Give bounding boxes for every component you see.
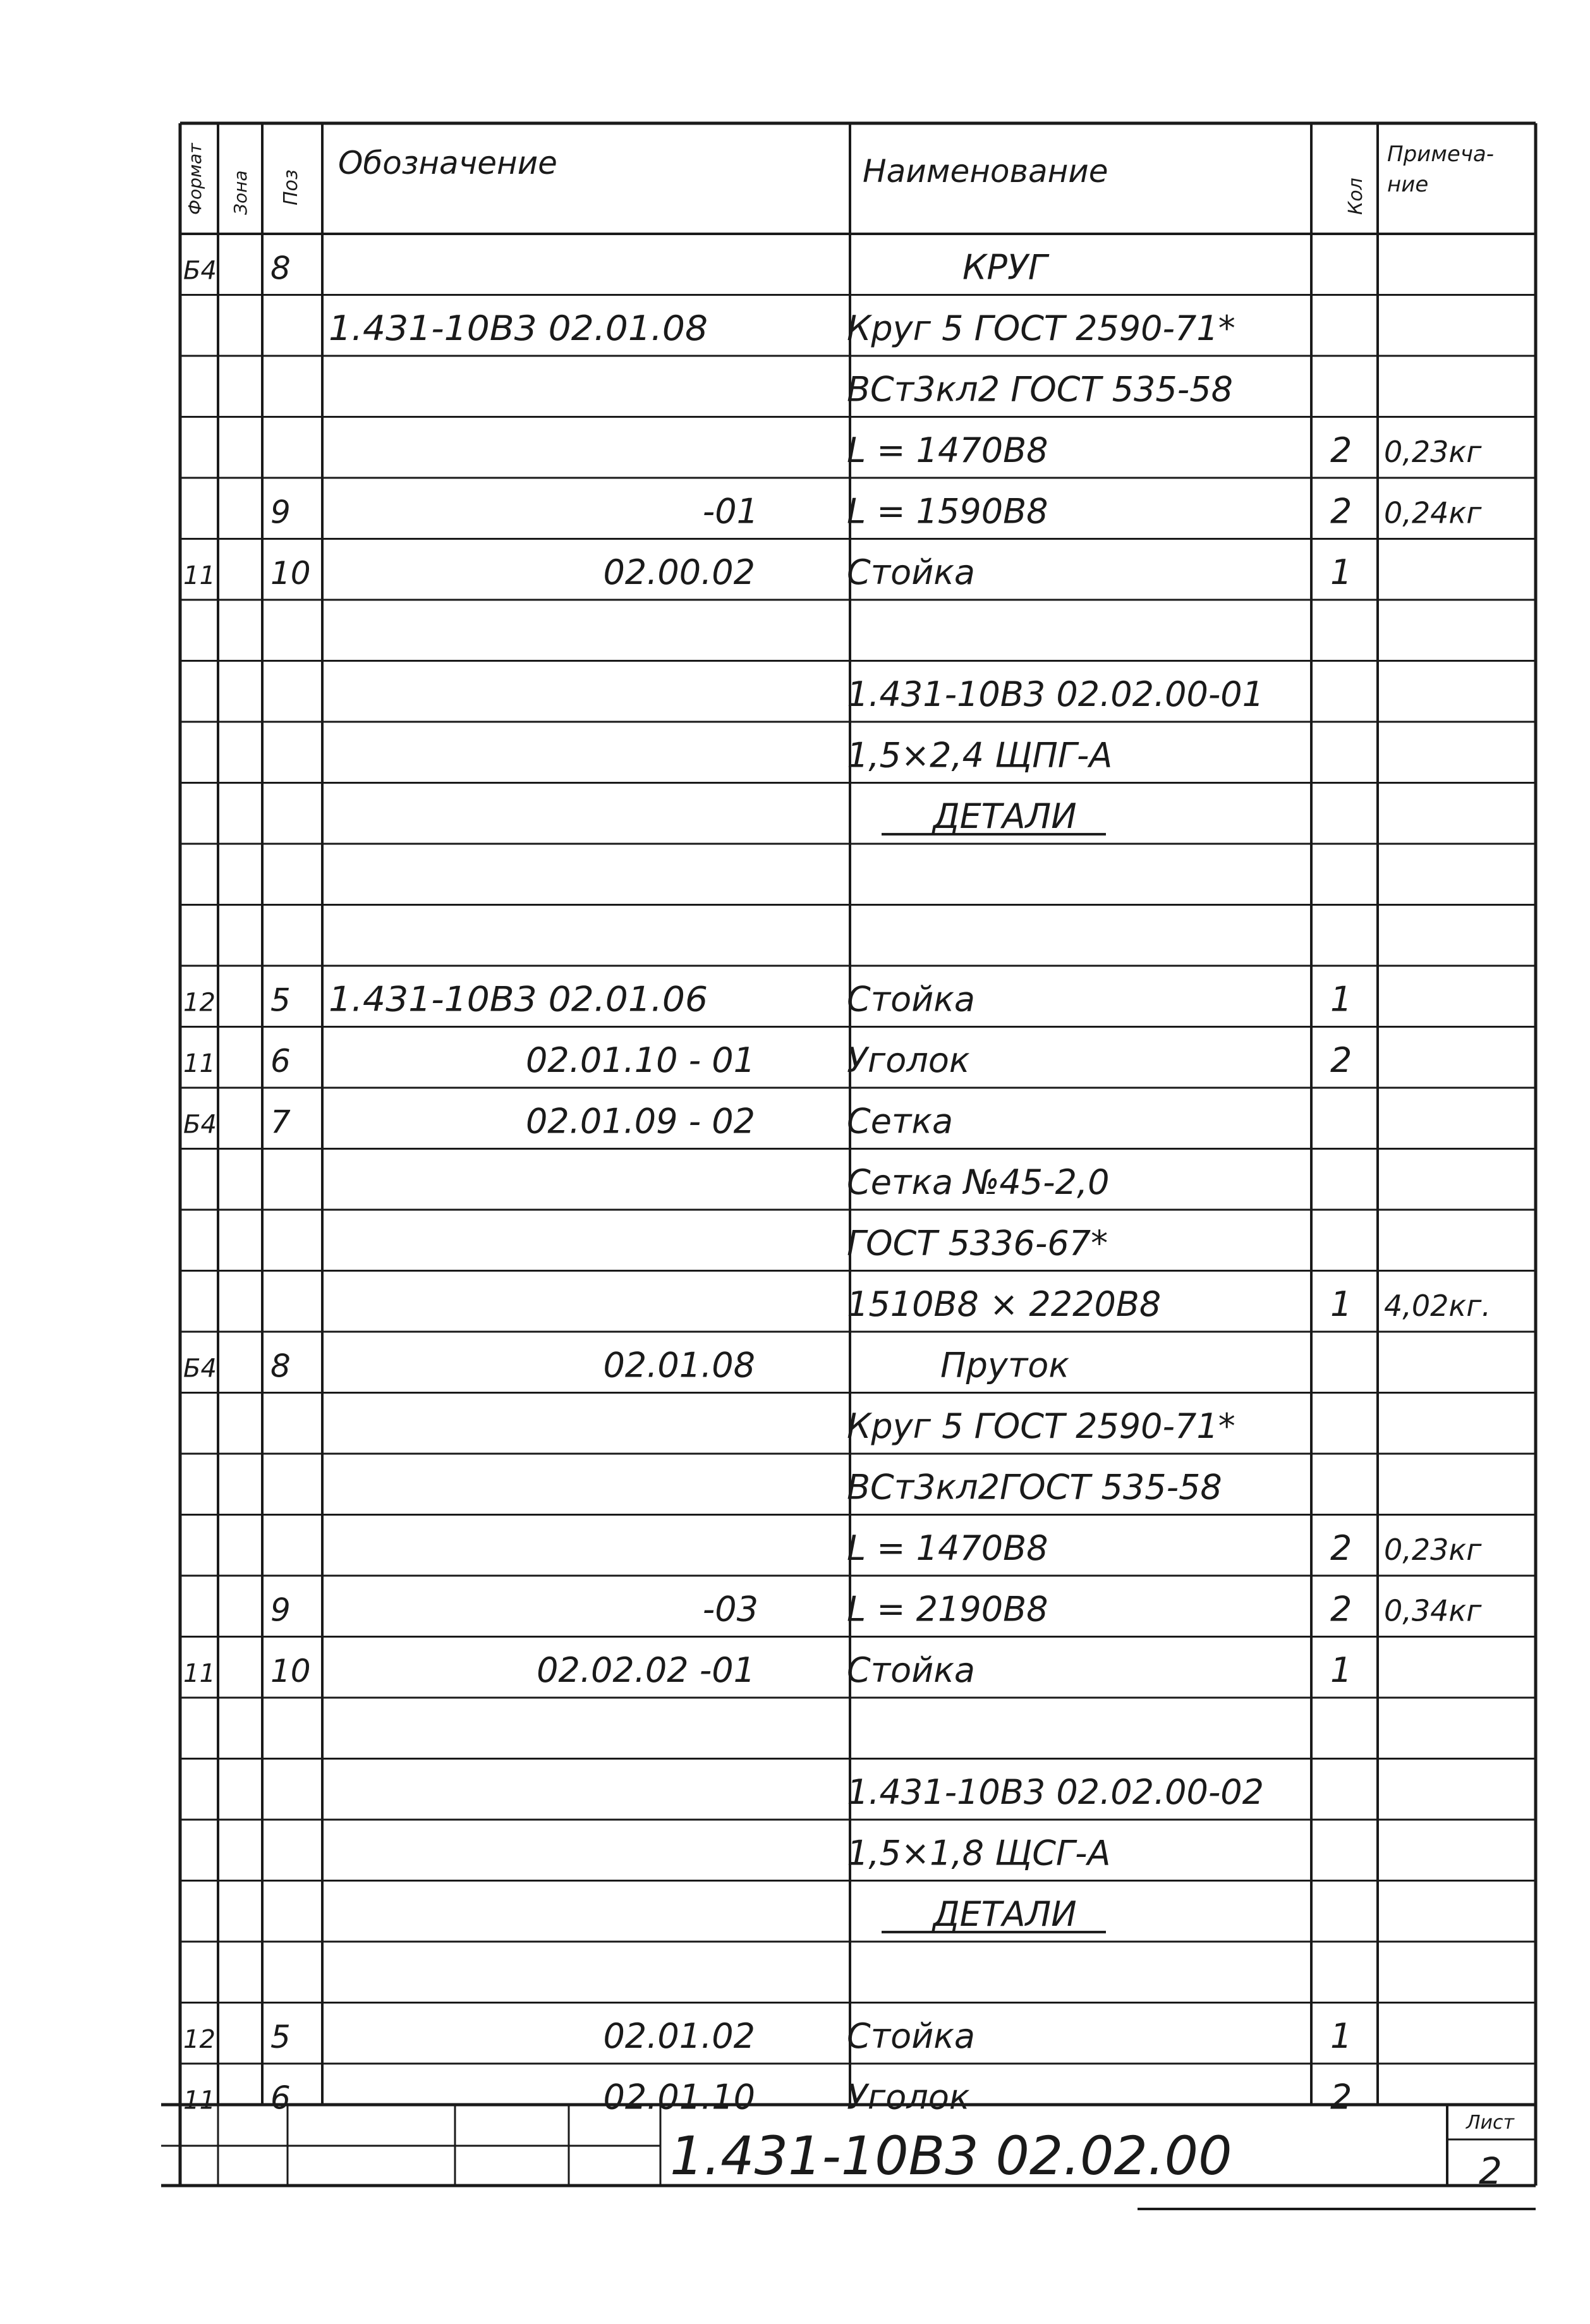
cell-qty: 1 xyxy=(1330,552,1352,592)
table-row xyxy=(183,979,1352,1019)
table-row xyxy=(183,247,1050,287)
table-row xyxy=(847,1162,1110,1202)
cell-pos: 9 xyxy=(270,1591,291,1629)
cell-note: 4,02кг. xyxy=(1384,1288,1491,1323)
table-row xyxy=(882,796,1106,836)
cell-format: 12 xyxy=(183,988,215,1018)
sheet-label: Лист xyxy=(1466,2112,1515,2134)
cell-format: 12 xyxy=(183,2024,215,2054)
cell-pos: 9 xyxy=(270,494,291,531)
cell-pos: 6 xyxy=(270,2079,291,2117)
header-format: Формат xyxy=(185,143,205,215)
table-row xyxy=(847,1284,1491,1324)
cell-name: L = 1470В8 xyxy=(847,430,1048,470)
cell-qty: 2 xyxy=(1330,1589,1352,1629)
cell-qty: 2 xyxy=(1330,1040,1352,1080)
cell-designation: 02.01.10 - 01 xyxy=(526,1040,755,1080)
cell-pos: 10 xyxy=(270,554,311,592)
cell-name: Стойка xyxy=(847,979,976,1019)
cell-name: L = 2190В8 xyxy=(847,1589,1048,1629)
cell-name: Стойка xyxy=(847,2016,976,2056)
cell-name: Пруток xyxy=(940,1345,1069,1385)
cell-designation: 02.01.09 - 02 xyxy=(526,1101,755,1141)
table-row xyxy=(183,1650,1352,1690)
cell-name: Стойка xyxy=(847,1650,976,1690)
header-name: Наименование xyxy=(863,153,1108,190)
cell-pos: 8 xyxy=(270,1348,291,1385)
table-row xyxy=(329,308,1235,348)
cell-designation: 1.431-10В3 02.01.08 xyxy=(329,308,708,348)
table-row xyxy=(847,430,1482,470)
cell-pos: 7 xyxy=(270,1104,291,1141)
cell-name: КРУГ xyxy=(962,247,1047,288)
table-row xyxy=(847,1406,1235,1446)
table-row xyxy=(183,2077,1352,2117)
header-pos: Поз xyxy=(280,169,302,205)
cell-format: Б4 xyxy=(183,1110,217,1140)
cell-name: Сетка №45-2,0 xyxy=(847,1162,1110,1202)
cell-name: Сетка xyxy=(847,1101,954,1141)
cell-note: 0,34кг xyxy=(1384,1593,1482,1628)
table-row xyxy=(183,1345,1069,1385)
cell-designation: 02.01.02 xyxy=(603,2016,755,2056)
cell-note: 0,23кг xyxy=(1384,1532,1482,1567)
header-zone: Зона xyxy=(230,170,251,215)
cell-format: 11 xyxy=(183,1658,215,1688)
cell-name: Стойка xyxy=(847,552,976,592)
cell-pos: 6 xyxy=(270,1042,291,1080)
table-header xyxy=(185,142,1494,215)
cell-name: Уголок xyxy=(847,1040,970,1080)
cell-pos: 5 xyxy=(270,982,291,1019)
cell-designation: 02.01.10 xyxy=(603,2077,755,2117)
cell-name: Круг 5 ГОСТ 2590-71* xyxy=(847,1406,1235,1446)
cell-designation: -03 xyxy=(702,1589,758,1629)
cell-designation: 02.01.08 xyxy=(603,1345,755,1385)
cell-name: Уголок xyxy=(847,2077,970,2117)
table-row xyxy=(183,2016,1352,2056)
cell-format: Б4 xyxy=(183,1354,217,1384)
cell-designation: -01 xyxy=(702,491,758,532)
cell-name: L = 1590В8 xyxy=(847,491,1048,532)
cell-format: 11 xyxy=(183,1049,215,1078)
table-row xyxy=(847,1528,1482,1568)
cell-name: ВСт3кл2ГОСТ 535-58 xyxy=(847,1467,1222,1507)
header-qty: Кол xyxy=(1345,178,1367,215)
document-code: 1.431-10В3 02.02.00 xyxy=(670,2125,1232,2187)
table-body xyxy=(183,247,1491,2117)
header-note: Примеча-ние xyxy=(1387,142,1495,197)
table-row xyxy=(882,1894,1106,1934)
cell-name: ДЕТАЛИ xyxy=(933,1894,1077,1934)
cell-format: 11 xyxy=(183,2086,215,2115)
cell-name: ВСт3кл2 ГОСТ 535-58 xyxy=(847,369,1233,410)
cell-designation: 02.02.02 -01 xyxy=(537,1650,755,1690)
cell-name: L = 1470В8 xyxy=(847,1528,1048,1568)
table-row xyxy=(183,1040,1352,1080)
table-row xyxy=(847,1772,1264,1812)
cell-qty: 2 xyxy=(1330,491,1352,532)
table-row xyxy=(847,1833,1110,1873)
table-row xyxy=(183,1101,953,1141)
header-designation: Обозначение xyxy=(338,145,557,181)
title-block xyxy=(670,2112,1515,2193)
cell-name: 1,5×1,8 ЩСГ-А xyxy=(847,1833,1111,1873)
cell-designation: 1.431-10В3 02.01.06 xyxy=(329,979,708,1019)
cell-qty: 1 xyxy=(1330,979,1352,1019)
cell-format: 11 xyxy=(183,561,215,590)
table-row xyxy=(847,369,1233,409)
cell-name: 1.431-10В3 02.02.00-01 xyxy=(847,674,1265,714)
cell-pos: 8 xyxy=(270,250,291,287)
cell-qty: 2 xyxy=(1330,430,1352,470)
cell-name: 1,5×2,4 ЩПГ-А xyxy=(847,735,1113,776)
cell-name: 1.431-10В3 02.02.00-02 xyxy=(847,1772,1265,1812)
sheet-number: 2 xyxy=(1479,2150,1502,2193)
table-row xyxy=(847,1223,1108,1263)
cell-pos: 10 xyxy=(270,1652,311,1689)
cell-qty: 1 xyxy=(1330,1650,1352,1690)
cell-qty: 1 xyxy=(1330,1284,1352,1324)
cell-note: 0,23кг xyxy=(1384,434,1482,469)
cell-pos: 5 xyxy=(270,2018,291,2055)
cell-qty: 2 xyxy=(1330,2077,1352,2117)
cell-name: Круг 5 ГОСТ 2590-71* xyxy=(847,308,1235,348)
cell-note: 0,24кг xyxy=(1384,496,1482,530)
cell-qty: 2 xyxy=(1330,1528,1352,1568)
cell-name: 1510В8 × 2220В8 xyxy=(847,1284,1162,1324)
cell-name: ДЕТАЛИ xyxy=(933,796,1077,836)
cell-qty: 1 xyxy=(1330,2016,1352,2056)
table-row xyxy=(847,1467,1222,1507)
table-row xyxy=(270,1589,1482,1629)
cell-name: ГОСТ 5336-67* xyxy=(847,1223,1108,1263)
table-row xyxy=(270,491,1482,531)
cell-designation: 02.00.02 xyxy=(603,552,755,592)
table-row xyxy=(183,552,1352,592)
cell-format: Б4 xyxy=(183,256,217,286)
table-row xyxy=(847,674,1264,714)
table-row xyxy=(847,735,1112,775)
